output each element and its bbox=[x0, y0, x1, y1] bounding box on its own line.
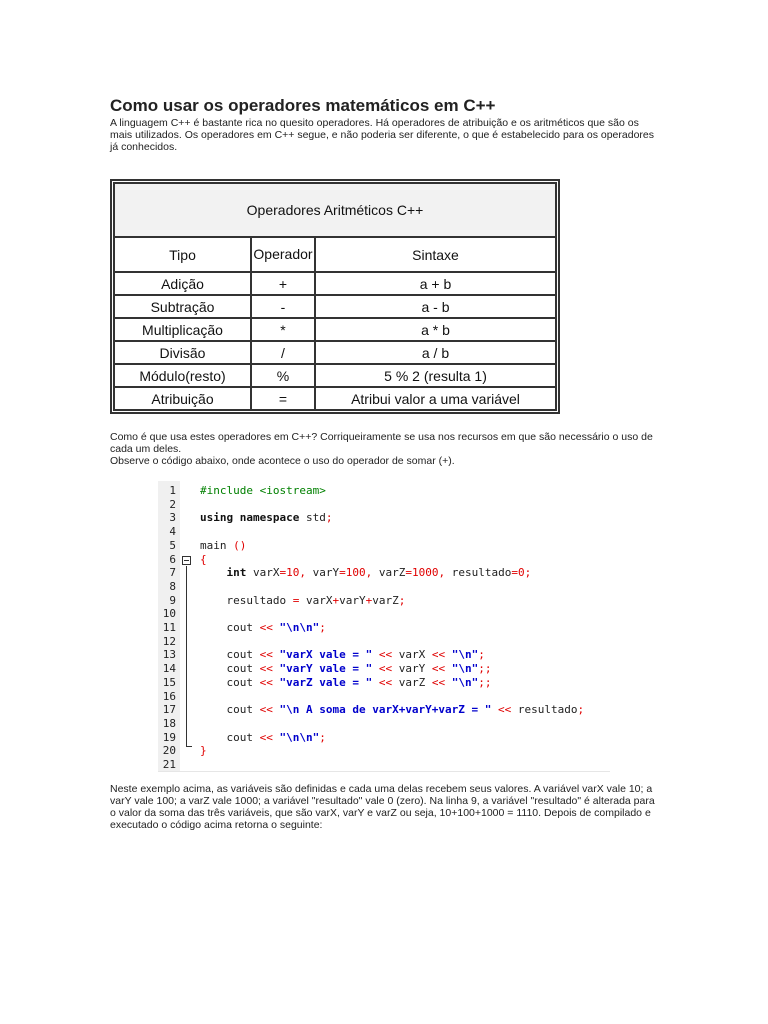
line-number: 20 bbox=[162, 744, 176, 758]
code-line-14: cout << "varY vale = " << varY << "\n";; bbox=[200, 662, 492, 676]
line-number: 16 bbox=[162, 689, 176, 703]
code-line-6: { bbox=[200, 552, 207, 566]
line-number: 19 bbox=[162, 730, 176, 744]
fold-collapse-icon[interactable] bbox=[182, 556, 191, 565]
question-paragraph: Como é que usa estes operadores em C++? Corriqueiramente se usa nos recursos em que são necessário o uso de cada um deles. bbox=[110, 431, 653, 455]
code-line-15: cout << "varZ vale = " << varZ << "\n";; bbox=[200, 675, 492, 689]
line-number: 6 bbox=[169, 552, 176, 566]
line-number: 18 bbox=[162, 716, 176, 730]
cell-tipo: Multiplicação bbox=[114, 318, 251, 341]
line-number: 10 bbox=[162, 607, 176, 621]
line-number: 9 bbox=[169, 593, 176, 607]
line-number: 8 bbox=[169, 579, 176, 593]
code-line-5: main () bbox=[200, 538, 247, 552]
header-tipo: Tipo bbox=[114, 237, 251, 272]
line-number: 1 bbox=[169, 484, 176, 497]
cell-tipo: Módulo(resto) bbox=[114, 364, 251, 387]
cell-tipo: Subtração bbox=[114, 295, 251, 318]
cell-sintaxe: a / b bbox=[315, 341, 556, 364]
cell-tipo: Adição bbox=[114, 272, 251, 295]
code-line-13: cout << "varX vale = " << varX << "\n"; bbox=[200, 648, 485, 662]
code-line-11: cout << "\n\n"; bbox=[200, 621, 326, 634]
code-line-9: resultado = varX+varY+varZ; bbox=[200, 593, 406, 607]
observe-paragraph: Observe o código abaixo, onde acontece o uso do operador de somar (+). bbox=[110, 455, 455, 467]
code-line-7: int varX=10, varY=100, varZ=1000, resultado=0; bbox=[226, 566, 532, 580]
line-number: 5 bbox=[169, 538, 176, 552]
cell-operador: * bbox=[251, 318, 315, 341]
header-operador: Operador bbox=[251, 237, 315, 272]
table-row bbox=[114, 272, 556, 295]
table-row bbox=[114, 318, 556, 341]
fold-end-marker bbox=[186, 746, 192, 747]
cell-tipo: Divisão bbox=[114, 341, 251, 364]
code-line-17: cout << "\n A soma de varX+varY+varZ = " << resultado; bbox=[200, 703, 585, 717]
fold-guide-line bbox=[186, 566, 187, 746]
cell-operador: % bbox=[251, 364, 315, 387]
line-number-gutter bbox=[158, 481, 180, 771]
cell-tipo: Atribuição bbox=[114, 387, 251, 410]
line-number: 11 bbox=[162, 621, 176, 634]
line-number: 14 bbox=[162, 662, 176, 676]
cell-sintaxe: a * b bbox=[315, 318, 556, 341]
line-number: 12 bbox=[162, 634, 176, 648]
line-number: 17 bbox=[162, 703, 176, 717]
line-number: 3 bbox=[169, 511, 176, 525]
line-number: 13 bbox=[162, 648, 176, 662]
operators-table bbox=[110, 179, 560, 414]
cell-sintaxe: Atribui valor a uma variável bbox=[315, 387, 556, 410]
line-number: 4 bbox=[169, 525, 176, 539]
table-row bbox=[114, 295, 556, 318]
cell-sintaxe: a - b bbox=[315, 295, 556, 318]
code-line-19: cout << "\n\n"; bbox=[200, 730, 326, 744]
page-title: Como usar os operadores matemáticos em C++ bbox=[110, 96, 496, 115]
cell-operador: + bbox=[251, 272, 315, 295]
code-line-1: #include <iostream> bbox=[200, 484, 326, 497]
code-line-20: } bbox=[200, 744, 207, 758]
intro-paragraph: A linguagem C++ é bastante rica no quesito operadores. Há operadores de atribuição e os aritméticos que são os mais utilizados. Os operadores em C++ segue, e não poderia ser diferente, o que é estabelecido para os operadores já conhecidos. bbox=[110, 117, 655, 153]
cell-sintaxe: 5 % 2 (resulta 1) bbox=[315, 364, 556, 387]
table-caption: Operadores Aritméticos C++ bbox=[114, 183, 556, 237]
cell-sintaxe: a + b bbox=[315, 272, 556, 295]
code-line-3: using namespace std; bbox=[200, 511, 333, 525]
header-sintaxe: Sintaxe bbox=[315, 237, 556, 272]
cell-operador: - bbox=[251, 295, 315, 318]
cell-operador: / bbox=[251, 341, 315, 364]
cell-operador: = bbox=[251, 387, 315, 410]
line-number: 15 bbox=[162, 675, 176, 689]
table-row bbox=[114, 387, 556, 410]
explanation-paragraph: Neste exemplo acima, as variáveis são definidas e cada uma delas recebem seus valores. A variável varX vale 10; a varY vale 100; a varZ vale 1000; a variável "resultado" vale 0 (zero). Na linha 9, a variável "resultado" é alterada para o valor da soma das três variáveis, que são varX, varY e varZ ou seja, 10+100+1000 = 1110. Depois de compilado e executado o código acima retorna o seguinte: bbox=[110, 783, 655, 831]
line-number: 7 bbox=[169, 566, 176, 580]
line-number: 21 bbox=[162, 758, 176, 771]
table-row bbox=[114, 341, 556, 364]
table-row bbox=[114, 364, 556, 387]
code-listing bbox=[158, 481, 610, 772]
line-number: 2 bbox=[169, 497, 176, 511]
